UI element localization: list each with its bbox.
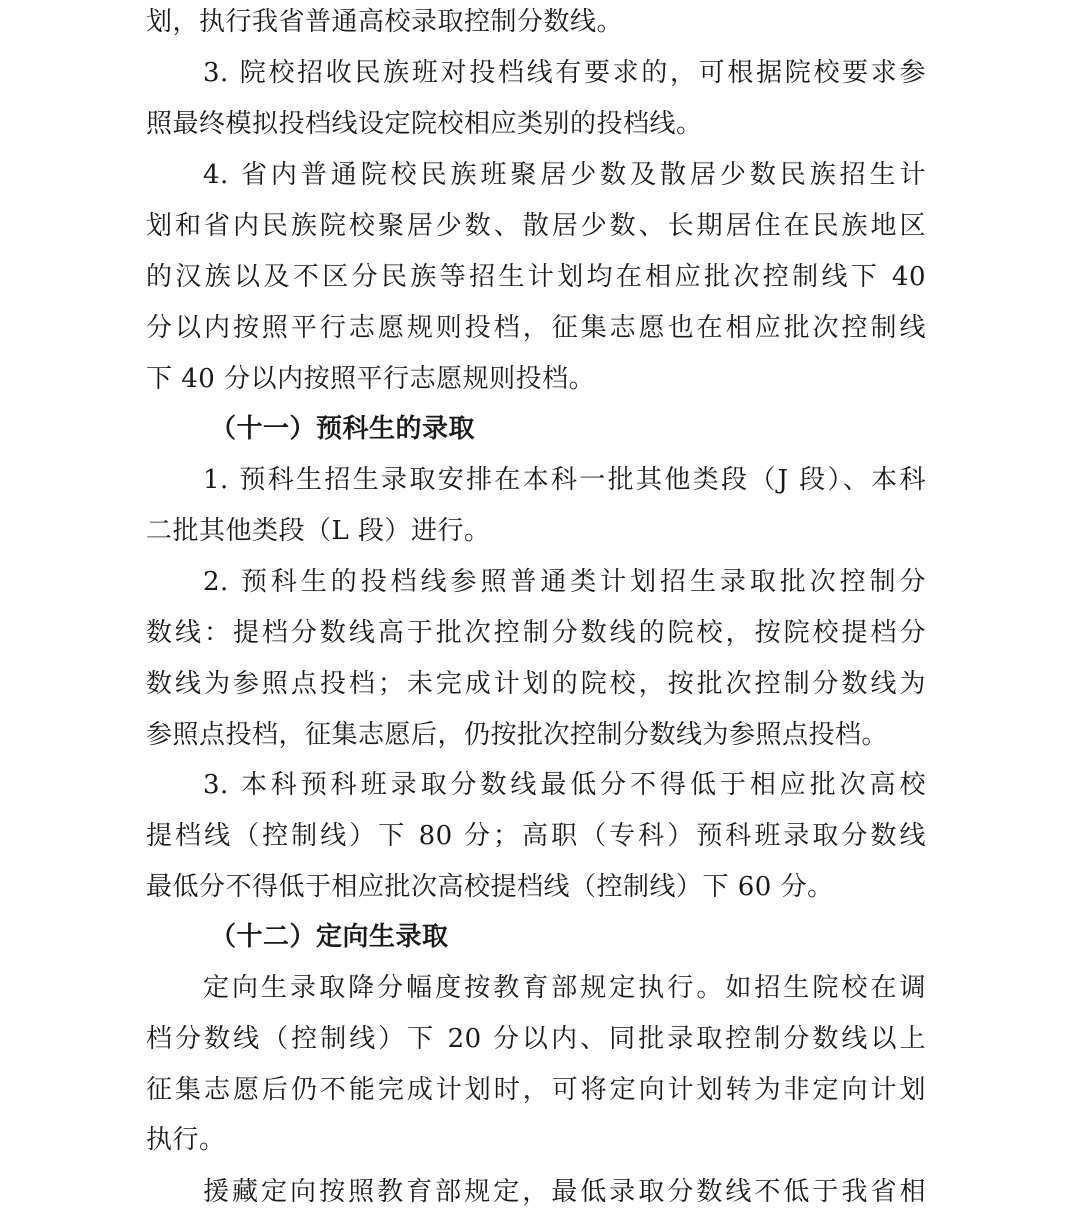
- paragraph-line: 划，执行我省普通高校录取控制分数线。: [146, 7, 624, 37]
- paragraph-line: 提档线（控制线）下 80 分；高职（专科）预科班录取分数线: [146, 821, 926, 851]
- paragraph-line: 4. 省内普通院校民族班聚居少数及散居少数民族招生计: [203, 160, 926, 190]
- paragraph-line: 照最终模拟投档线设定院校相应类别的投档线。: [146, 109, 703, 139]
- paragraph-line: 2. 预科生的投档线参照普通类计划招生录取批次控制分: [203, 567, 926, 597]
- paragraph-line: 援藏定向按照教育部规定，最低录取分数线不低于我省相: [203, 1177, 926, 1207]
- paragraph-line: 二批其他类段（L 段）进行。: [146, 516, 491, 546]
- paragraph-line: 数线：提档分数线高于批次控制分数线的院校，按院校提档分: [146, 618, 926, 648]
- paragraph-line: 下 40 分以内按照平行志愿规则投档。: [146, 364, 596, 394]
- paragraph-line: 最低分不得低于相应批次高校提档线（控制线）下 60 分。: [146, 872, 834, 902]
- paragraph-line: 征集志愿后仍不能完成计划时，可将定向计划转为非定向计划: [146, 1075, 926, 1105]
- paragraph-line: 的汉族以及不区分民族等招生计划均在相应批次控制线下 40: [146, 262, 926, 292]
- paragraph-line: 分以内按照平行志愿规则投档，征集志愿也在相应批次控制线: [146, 313, 926, 343]
- paragraph-line: 参照点投档，征集志愿后，仍按批次控制分数线为参照点投档。: [146, 720, 889, 750]
- paragraph-line: 数线为参照点投档；未完成计划的院校，按批次控制分数线为: [146, 669, 926, 699]
- paragraph-line: 1. 预科生招生录取安排在本科一批其他类段（J 段）、本科: [203, 465, 926, 495]
- paragraph-line: 3. 本科预科班录取分数线最低分不得低于相应批次高校: [203, 770, 926, 800]
- paragraph-line: 定向生录取降分幅度按教育部规定执行。如招生院校在调: [203, 973, 926, 1003]
- paragraph-line: 执行。: [146, 1125, 226, 1155]
- section-heading: （十二）定向生录取: [210, 922, 449, 952]
- section-heading: （十一）预科生的录取: [210, 414, 476, 444]
- paragraph-line: 划和省内民族院校聚居少数、散居少数、长期居住在民族地区: [146, 211, 926, 241]
- paragraph-line: 3. 院校招收民族班对投档线有要求的，可根据院校要求参: [203, 58, 926, 88]
- paragraph-line: 档分数线（控制线）下 20 分以内、同批录取控制分数线以上: [146, 1024, 926, 1054]
